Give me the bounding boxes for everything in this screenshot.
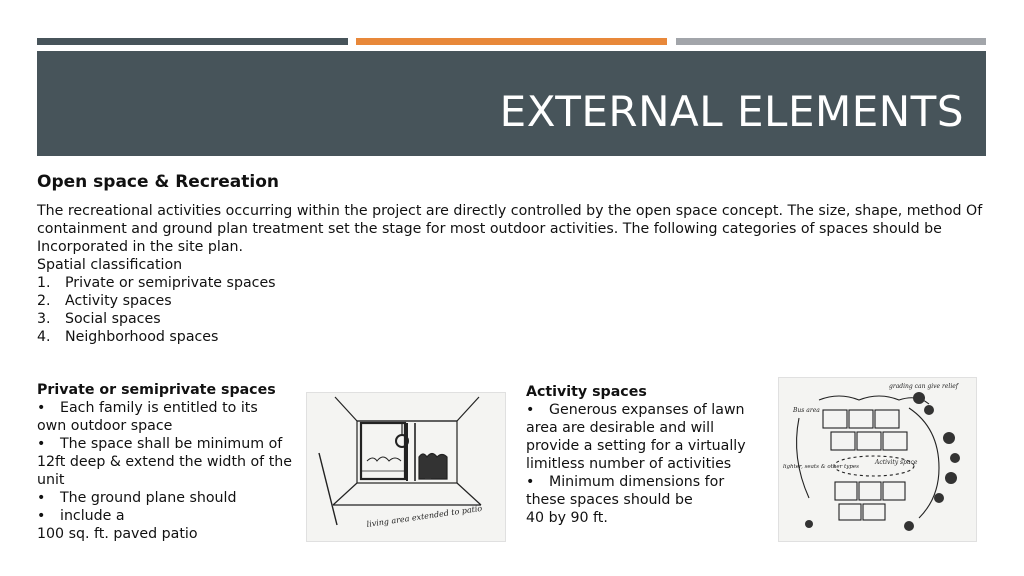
sketch-label: Activity space [875,459,918,466]
private-spaces-heading: Private or semiprivate spaces [37,382,276,398]
list-item: • Minimum dimensions for [526,474,725,490]
accent-bar-dark [37,38,348,45]
list-item: 3. Social spaces [37,311,161,327]
list-item: limitless number of activities [526,456,732,472]
list-item: • include a [37,508,125,524]
sketch-label: lighter, seats & other types [783,464,859,470]
activity-spaces-list [526,401,766,527]
list-item: 2. Activity spaces [37,293,172,309]
list-item: • Each family is entitled to its [37,400,258,416]
sketch-caption: living area extended to patio [366,503,483,529]
list-item: • The ground plane should [37,490,237,506]
classification-label: Spatial classification [37,257,183,273]
activity-spaces-heading: Activity spaces [526,384,647,400]
activity-spaces-column [526,383,766,527]
accent-bar-gray [676,38,986,45]
list-item: these spaces should be [526,492,693,508]
site-plan-sketch-drawing [779,378,976,541]
list-item: own outdoor space [37,418,173,434]
sketch-label: Bus area [793,407,820,414]
section-heading: Open space & Recreation [37,172,280,192]
classification-list [37,274,992,346]
slide-title: EXTERNAL ELEMENTS [499,87,964,136]
site-plan-sketch-image [778,377,977,542]
list-item: 12ft deep & extend the width of the unit [37,454,292,488]
list-item: • Generous expanses of lawn [526,402,745,418]
patio-sketch-image [306,392,506,542]
private-spaces-column [37,381,299,543]
list-item: 1. Private or semiprivate spaces [37,275,276,291]
list-item: 4. Neighborhood spaces [37,329,219,345]
list-item: 100 sq. ft. paved patio [37,526,198,542]
list-item: • The space shall be minimum of [37,436,283,452]
patio-sketch-drawing [307,393,505,541]
intro-block [37,202,992,346]
list-item: 40 by 90 ft. [526,510,608,526]
sketch-label: grading can give relief [889,383,959,390]
accent-bar-orange [356,38,667,45]
title-banner [37,51,986,156]
intro-paragraph: The recreational activities occurring within the project are directly controlled by the open space concept. The size, shape, method Of containment and ground plan treatment set the stage for most outdoor activities. The following categories of spaces should be Incorporated in the site plan. [37,203,983,255]
private-spaces-list [37,399,299,543]
list-item: provide a setting for a virtually [526,438,746,454]
list-item: area are desirable and will [526,420,715,436]
